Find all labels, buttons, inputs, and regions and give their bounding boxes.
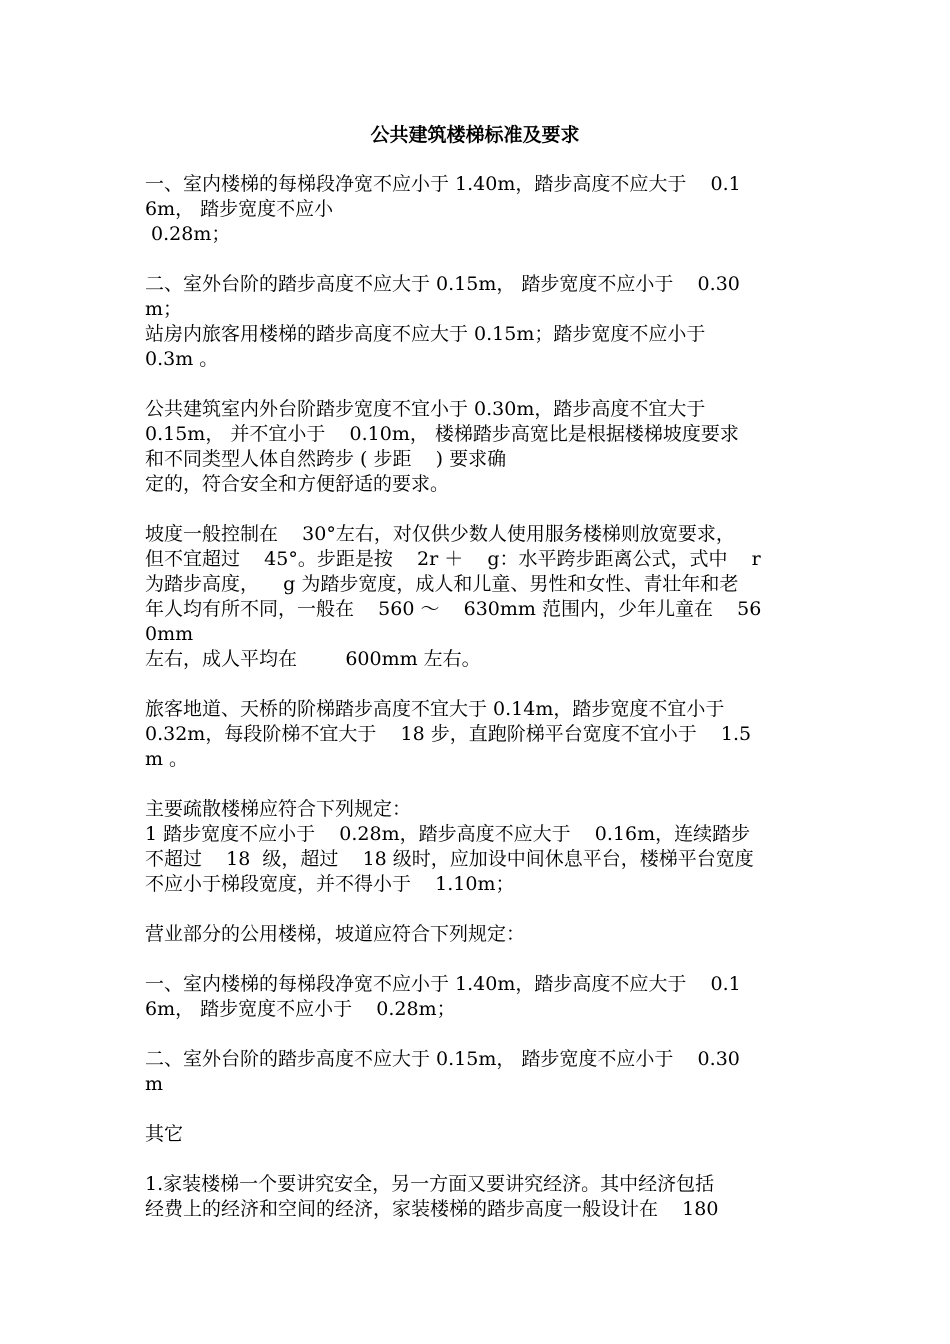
text-line: 其它 [145, 1123, 184, 1145]
text-line: 6m， 踏步宽度不应小于 0.28m； [145, 998, 456, 1020]
text-line: 营业部分的公用楼梯，坡道应符合下列规定： [145, 923, 526, 945]
paragraph [145, 1047, 807, 1097]
text-line: 不超过 18 级，超过 18 级时，应加设中间休息平台，楼梯平台宽度 [145, 848, 754, 870]
paragraph [145, 922, 807, 947]
text-line: 0.3m 。 [145, 348, 219, 370]
paragraph [145, 1172, 807, 1222]
text-line: 旅客地道、天桥的阶梯踏步高度不宜大于 0.14m，踏步宽度不宜小于 [145, 698, 725, 720]
text-line: 0.32m，每段阶梯不宜大于 18 步，直跑阶梯平台宽度不宜小于 1.5 [145, 723, 752, 745]
text-line: 0.28m； [145, 223, 231, 245]
text-line: 年人均有所不同，一般在 560 ～ 630mm 范围内，少年儿童在 56 [145, 598, 762, 620]
text-line: 经费上的经济和空间的经济，家装楼梯的踏步高度一般设计在 180 [145, 1198, 719, 1220]
text-line: 1 踏步宽度不应小于 0.28m，踏步高度不应大于 0.16m，连续踏步 [145, 823, 751, 845]
text-line: m 。 [145, 748, 189, 770]
text-line: 二、室外台阶的踏步高度不应大于 0.15m， 踏步宽度不应小于 0.30 [145, 1048, 740, 1070]
paragraph [145, 1122, 807, 1147]
document-body [145, 172, 807, 1247]
text-line: 1.家装楼梯一个要讲究安全，另一方面又要讲究经济。其中经济包括 [145, 1173, 715, 1195]
text-line: 但不宜超过 45°。步距是按 2r ＋ g：水平跨步距离公式，式中 r [145, 548, 761, 570]
text-line: 不应小于梯段宽度，并不得小于 1.10m； [145, 873, 515, 895]
text-line: 0mm [145, 623, 194, 645]
text-line: 为踏步高度， g 为踏步宽度，成人和儿童、男性和女性、青壮年和老 [145, 573, 739, 595]
text-line: 定的，符合安全和方便舒适的要求。 [145, 473, 450, 495]
text-line: 主要疏散楼梯应符合下列规定： [145, 798, 412, 820]
paragraph [145, 797, 807, 897]
paragraph [145, 522, 807, 672]
text-line: m； [145, 298, 183, 320]
paragraph [145, 172, 807, 247]
text-line: 坡度一般控制在 30°左右，对仅供少数人使用服务楼梯则放宽要求， [145, 523, 735, 545]
text-line: 一、室内楼梯的每梯段净宽不应小于 1.40m，踏步高度不应大于 0.1 [145, 173, 741, 195]
text-line: 和不同类型人体自然跨步 ( 步距 ) 要求确 [145, 448, 507, 470]
text-line: 6m， 踏步宽度不应小 [145, 198, 334, 220]
text-line: 二、室外台阶的踏步高度不应大于 0.15m， 踏步宽度不应小于 0.30 [145, 273, 740, 295]
paragraph [145, 397, 807, 497]
text-line: 公共建筑室内外台阶踏步宽度不宜小于 0.30m，踏步高度不宜大于 [145, 398, 706, 420]
paragraph [145, 972, 807, 1022]
text-line: 站房内旅客用楼梯的踏步高度不应大于 0.15m；踏步宽度不应小于 [145, 323, 706, 345]
text-line: 0.15m， 并不宜小于 0.10m， 楼梯踏步高宽比是根据楼梯坡度要求 [145, 423, 739, 445]
text-line: 一、室内楼梯的每梯段净宽不应小于 1.40m，踏步高度不应大于 0.1 [145, 973, 741, 995]
paragraph [145, 697, 807, 772]
text-line: 左右，成人平均在 600mm 左右。 [145, 648, 481, 670]
document-title: 公共建筑楼梯标准及要求 [370, 124, 580, 146]
paragraph [145, 272, 807, 372]
text-line: m [145, 1073, 164, 1095]
